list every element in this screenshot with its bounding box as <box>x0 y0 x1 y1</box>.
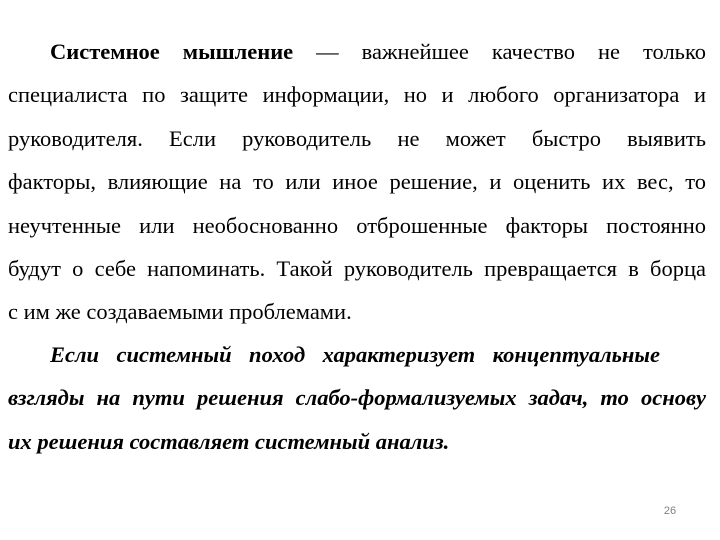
paragraph-2-line-2: взгляды на пути решения слабо-формализуемых задач, то основу <box>8 385 706 410</box>
paragraph-1-line-3: руководителя. Если руководитель не может быстро выявить <box>8 126 706 151</box>
page-number: 26 <box>663 505 677 517</box>
paragraph-1-line-2: специалиста по защите информации, но и любого организатора и <box>8 82 706 107</box>
paragraph-1-line-1-rest: — важнейшее качество не только <box>293 39 706 64</box>
paragraph-1-line-7: с им же создаваемыми проблемами. <box>8 299 352 324</box>
paragraph-2-line-1: Если системный поход характеризует концептуальные <box>50 342 660 367</box>
paragraph-1-line-6: будут о себе напоминать. Такой руководитель превращается в борца <box>8 256 706 281</box>
paragraph-1-line-4: факторы, влияющие на то или иное решение, и оценить их вес, то <box>8 169 706 194</box>
paragraph-2-line-3: их решения составляет системный анализ. <box>8 429 450 454</box>
paragraph-1-line-5: неучтенные или необоснованно отброшенные факторы постоянно <box>8 213 706 238</box>
term-systems-thinking: Системное мышление <box>50 39 294 64</box>
paragraph-1-line-1 <box>50 37 706 67</box>
